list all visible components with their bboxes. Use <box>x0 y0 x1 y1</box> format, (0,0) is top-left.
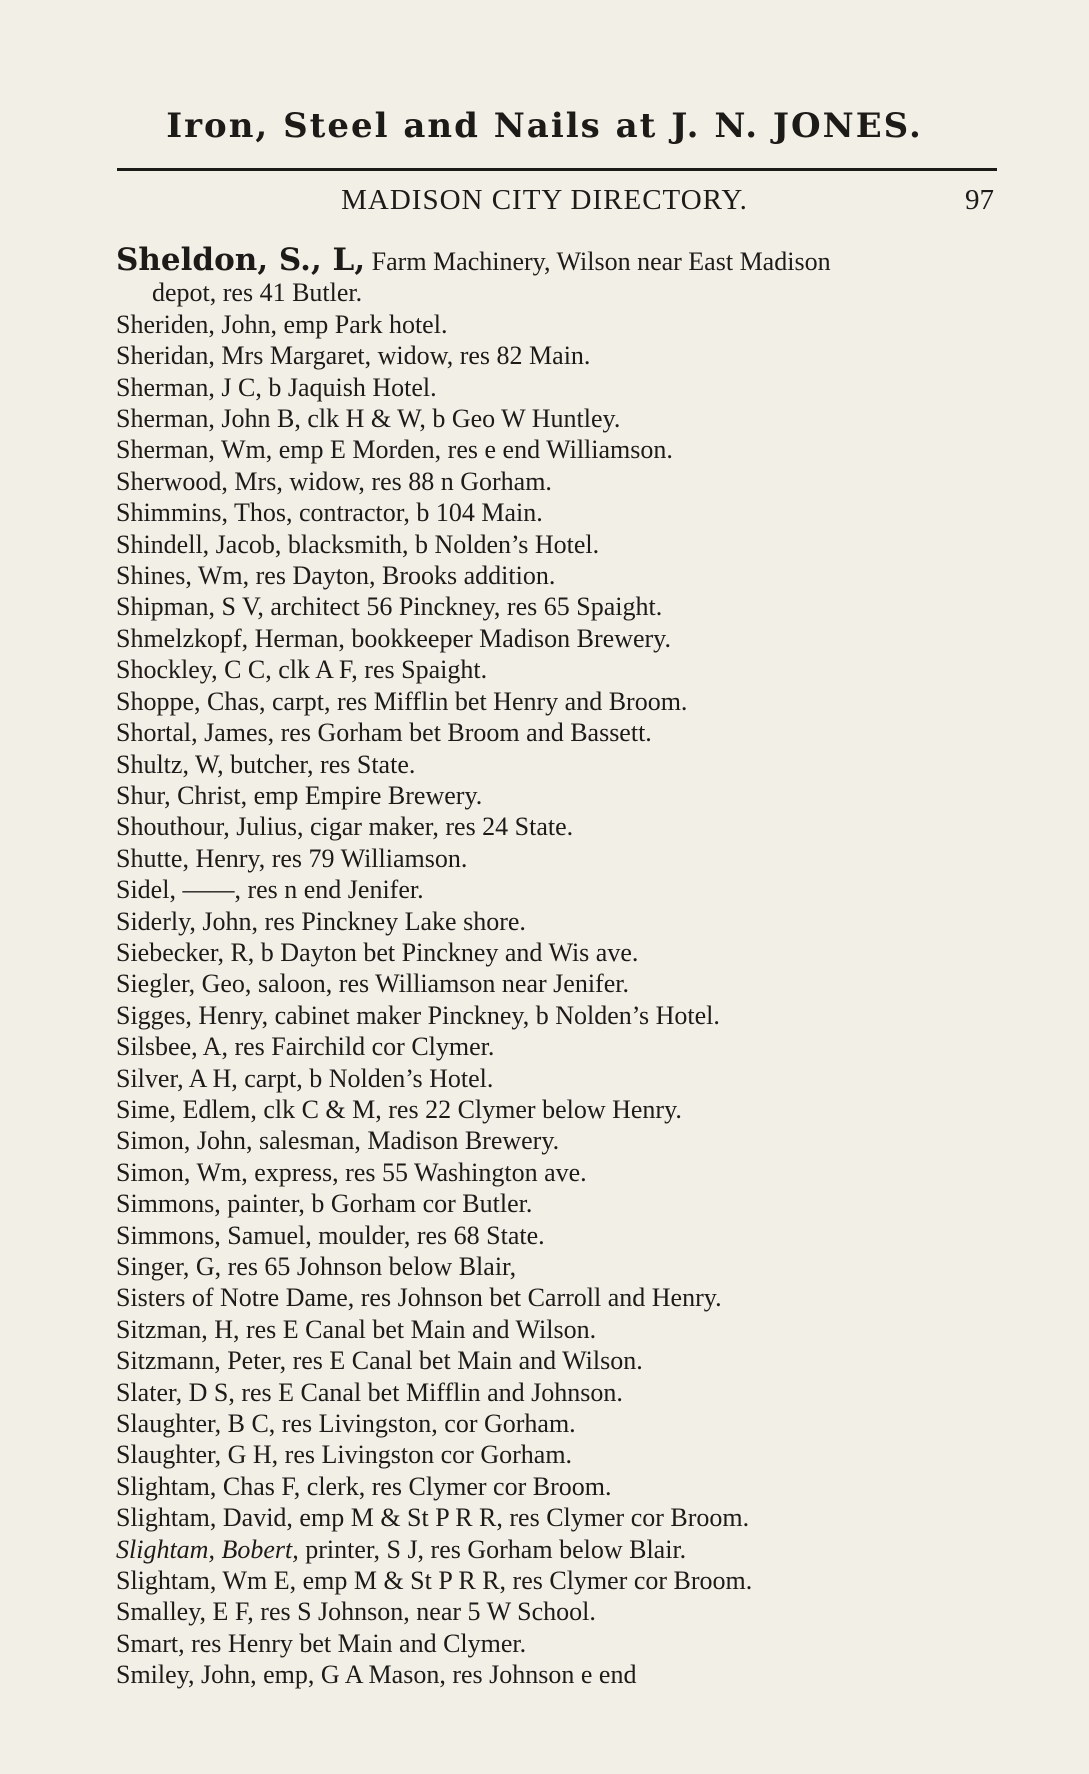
directory-entry <box>116 1439 1006 1470</box>
directory-entry <box>116 1220 1006 1251</box>
directory-entry <box>116 654 1006 685</box>
entry-text: Sheridan, Mrs Margaret, widow, res 82 Main. <box>116 341 591 371</box>
directory-entry <box>116 843 1006 874</box>
directory-entry <box>116 309 1006 340</box>
directory-entry <box>116 466 1006 497</box>
entry-text: Sitzmann, Peter, res E Canal bet Main and Wilson. <box>116 1346 643 1376</box>
entry-text: Slightam, Chas F, clerk, res Clymer cor Broom. <box>116 1471 612 1501</box>
entry-text: Shockley, C C, clk A F, res Spaight. <box>116 655 488 685</box>
entry-text: Slaughter, G H, res Livingston cor Gorham. <box>116 1440 573 1470</box>
entry-text: Shines, Wm, res Dayton, Brooks addition. <box>116 561 556 591</box>
directory-entry <box>116 874 1006 905</box>
entry-text: Farm Machinery, Wilson near East Madison <box>371 247 831 276</box>
entry-text: Silver, A H, carpt, b Nolden’s Hotel. <box>116 1063 494 1093</box>
directory-entry <box>116 1094 1006 1125</box>
directory-entry <box>116 1534 1006 1565</box>
entry-text: Sigges, Henry, cabinet maker Pinckney, b Nolden’s Hotel. <box>116 1000 720 1030</box>
entry-text: Shultz, W, butcher, res State. <box>116 749 416 779</box>
directory-entry <box>116 560 1006 591</box>
entry-text: Sisters of Notre Dame, res Johnson bet Carroll and Henry. <box>116 1283 722 1313</box>
directory-entry <box>116 1282 1006 1313</box>
entry-text: Smart, res Henry bet Main and Clymer. <box>116 1628 527 1658</box>
directory-entry <box>116 1377 1006 1408</box>
directory-entry <box>116 1000 1006 1031</box>
directory-entry <box>116 1565 1006 1596</box>
page-number: 97 <box>965 184 994 216</box>
entry-text: Sherman, Wm, emp E Morden, res e end Williamson. <box>116 435 673 465</box>
entry-text: Sime, Edlem, clk C & M, res 22 Clymer below Henry. <box>116 1094 682 1124</box>
directory-entry <box>116 780 1006 811</box>
directory-entry <box>116 1471 1006 1502</box>
entry-text: Siebecker, R, b Dayton bet Pinckney and Wis ave. <box>116 937 639 967</box>
entry-text: Simon, John, salesman, Madison Brewery. <box>116 1126 560 1156</box>
directory-entry <box>116 1314 1006 1345</box>
directory-entry <box>116 937 1006 968</box>
running-title: MADISON CITY DIRECTORY. <box>341 184 748 216</box>
entry-text: Sheriden, John, emp Park hotel. <box>116 309 448 339</box>
directory-entry <box>116 529 1006 560</box>
entry-text: Slaughter, B C, res Livingston, cor Gorham. <box>116 1409 576 1439</box>
entry-text: Shoppe, Chas, carpt, res Mifflin bet Henry and Broom. <box>116 686 688 716</box>
directory-entry <box>116 1628 1006 1659</box>
directory-entry <box>116 340 1006 371</box>
entry-text: Simmons, painter, b Gorham cor Butler. <box>116 1189 533 1219</box>
entry-text: Sherman, John B, clk H & W, b Geo W Huntley. <box>116 404 621 434</box>
directory-entry <box>116 372 1006 403</box>
entry-text: Shutte, Henry, res 79 Williamson. <box>116 843 468 873</box>
directory-entry <box>116 434 1006 465</box>
directory-entry <box>116 591 1006 622</box>
entry-text: Sidel, ——, res n end Jenifer. <box>116 875 424 905</box>
entry-text: Shindell, Jacob, blacksmith, b Nolden’s Hotel. <box>116 529 600 559</box>
directory-entry <box>116 749 1006 780</box>
directory-entry <box>116 1188 1006 1219</box>
entry-text: Sitzman, H, res E Canal bet Main and Wilson. <box>116 1314 597 1344</box>
entry-text: Sherwood, Mrs, widow, res 88 n Gorham. <box>116 466 552 496</box>
advertisement-banner: Iron, Steel and Nails at J. N. JONES. <box>166 106 923 146</box>
directory-entry <box>116 1596 1006 1627</box>
entry-name: Slightam, Bobert, <box>116 1534 299 1564</box>
entry-name: Sheldon, S., L, <box>116 242 366 278</box>
entry-text: Smiley, John, emp, G A Mason, res Johnson e end <box>116 1660 637 1690</box>
entry-text: Siegler, Geo, saloon, res Williamson near Jenifer. <box>116 969 629 999</box>
entry-text: Slightam, David, emp M & St P R R, res Clymer cor Broom. <box>116 1503 750 1533</box>
entry-text: Slater, D S, res E Canal bet Mifflin and Johnson. <box>116 1377 623 1407</box>
entry-text: Shur, Christ, emp Empire Brewery. <box>116 780 483 810</box>
directory-entry <box>116 1408 1006 1439</box>
entry-text: Shimmins, Thos, contractor, b 104 Main. <box>116 498 543 528</box>
directory-entry <box>116 242 1006 309</box>
entry-text: Shortal, James, res Gorham bet Broom and Bassett. <box>116 718 652 748</box>
directory-entry <box>116 497 1006 528</box>
directory-entry <box>116 1251 1006 1282</box>
entry-text: Silsbee, A, res Fairchild cor Clymer. <box>116 1032 495 1062</box>
directory-entry <box>116 906 1006 937</box>
entry-text: Slightam, Wm E, emp M & St P R R, res Clymer cor Broom. <box>116 1566 753 1596</box>
entry-text: Shipman, S V, architect 56 Pinckney, res 65 Spaight. <box>116 592 663 622</box>
entry-text: Smalley, E F, res S Johnson, near 5 W School. <box>116 1597 596 1627</box>
entry-text: Simon, Wm, express, res 55 Washington ave. <box>116 1157 587 1187</box>
entry-continuation: depot, res 41 Butler. <box>152 278 363 308</box>
directory-entry <box>116 686 1006 717</box>
directory-entry <box>116 1345 1006 1376</box>
header-rule <box>117 168 997 171</box>
directory-entry <box>116 1063 1006 1094</box>
entry-text: Singer, G, res 65 Johnson below Blair, <box>116 1252 517 1281</box>
directory-entry <box>116 403 1006 434</box>
directory-entry <box>116 1031 1006 1062</box>
entry-text: printer, S J, res Gorham below Blair. <box>305 1534 687 1564</box>
running-head <box>0 184 1089 224</box>
entry-text: Siderly, John, res Pinckney Lake shore. <box>116 906 526 936</box>
entry-text: Shouthour, Julius, cigar maker, res 24 State. <box>116 812 574 842</box>
entry-text: Simmons, Samuel, moulder, res 68 State. <box>116 1220 545 1250</box>
entry-text: Shmelzkopf, Herman, bookkeeper Madison Brewery. <box>116 623 671 653</box>
directory-entry <box>116 811 1006 842</box>
directory-entry <box>116 1125 1006 1156</box>
directory-entries <box>116 242 1006 1691</box>
directory-entry <box>116 1502 1006 1533</box>
directory-entry <box>116 1659 1006 1690</box>
directory-entry <box>116 1157 1006 1188</box>
entry-text: Sherman, J C, b Jaquish Hotel. <box>116 372 437 402</box>
directory-entry <box>116 717 1006 748</box>
directory-entry <box>116 623 1006 654</box>
directory-entry <box>116 968 1006 999</box>
